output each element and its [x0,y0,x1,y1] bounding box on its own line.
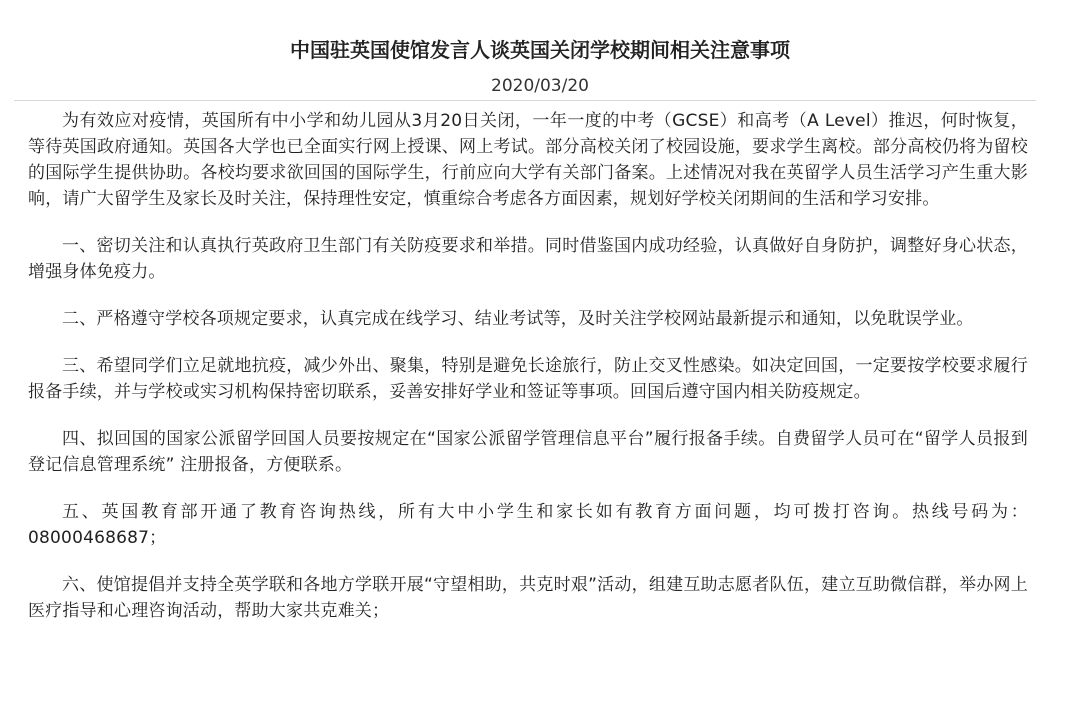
article-body [28,108,1028,624]
item-paragraph-4: 四、拟回国的国家公派留学回国人员要按规定在“国家公派留学管理信息平台”履行报备手续。自费留学人员可在“留学人员报到登记信息管理系统” 注册报备，方便联系。 [28,429,1028,475]
title-divider [14,100,1036,101]
intro-paragraph: 为有效应对疫情，英国所有中小学和幼儿园从3月20日关闭，一年一度的中考（GCSE）和高考（A Level）推迟，何时恢复，等待英国政府通知。英国各大学也已全面实行网上授课、网上考试。部分高校关闭了校园设施，要求学生离校。部分高校仍将为留校的国际学生提供协助。各校均要求欲回国的国际学生，行前应向大学有关部门备案。上述情况对我在英留学人员生活学习产生重大影响，请广大留学生及家长及时关注，保持理性安定，慎重综合考虑各方面因素，规划好学校关闭期间的生活和学习安排。 [28,111,1028,209]
item-paragraph-2: 二、严格遵守学校各项规定要求，认真完成在线学习、结业考试等，及时关注学校网站最新提示和通知，以免耽误学业。 [62,309,974,329]
item-paragraph-1: 一、密切关注和认真执行英政府卫生部门有关防疫要求和举措。同时借鉴国内成功经验，认真做好自身防护，调整好身心状态，增强身体免疫力。 [28,236,1028,282]
item-paragraph-3: 三、希望同学们立足就地抗疫，减少外出、聚集，特别是避免长途旅行，防止交叉性感染。如决定回国，一定要按学校要求履行报备手续，并与学校或实习机构保持密切联系，妥善安排好学业和签证等事项。回国后遵守国内相关防疫规定。 [28,356,1028,402]
item-paragraph-6: 六、使馆提倡并支持全英学联和各地方学联开展“守望相助，共克时艰”活动，组建互助志愿者队伍，建立互助微信群，举办网上医疗指导和心理咨询活动，帮助大家共克难关； [28,575,1028,621]
article-title: 中国驻英国使馆发言人谈英国关闭学校期间相关注意事项 [290,38,790,62]
article-date: 2020/03/20 [491,76,589,96]
item-paragraph-5: 五、英国教育部开通了教育咨询热线，所有大中小学生和家长如有教育方面问题，均可拨打咨询。热线号码为：08000468687； [28,502,1028,548]
